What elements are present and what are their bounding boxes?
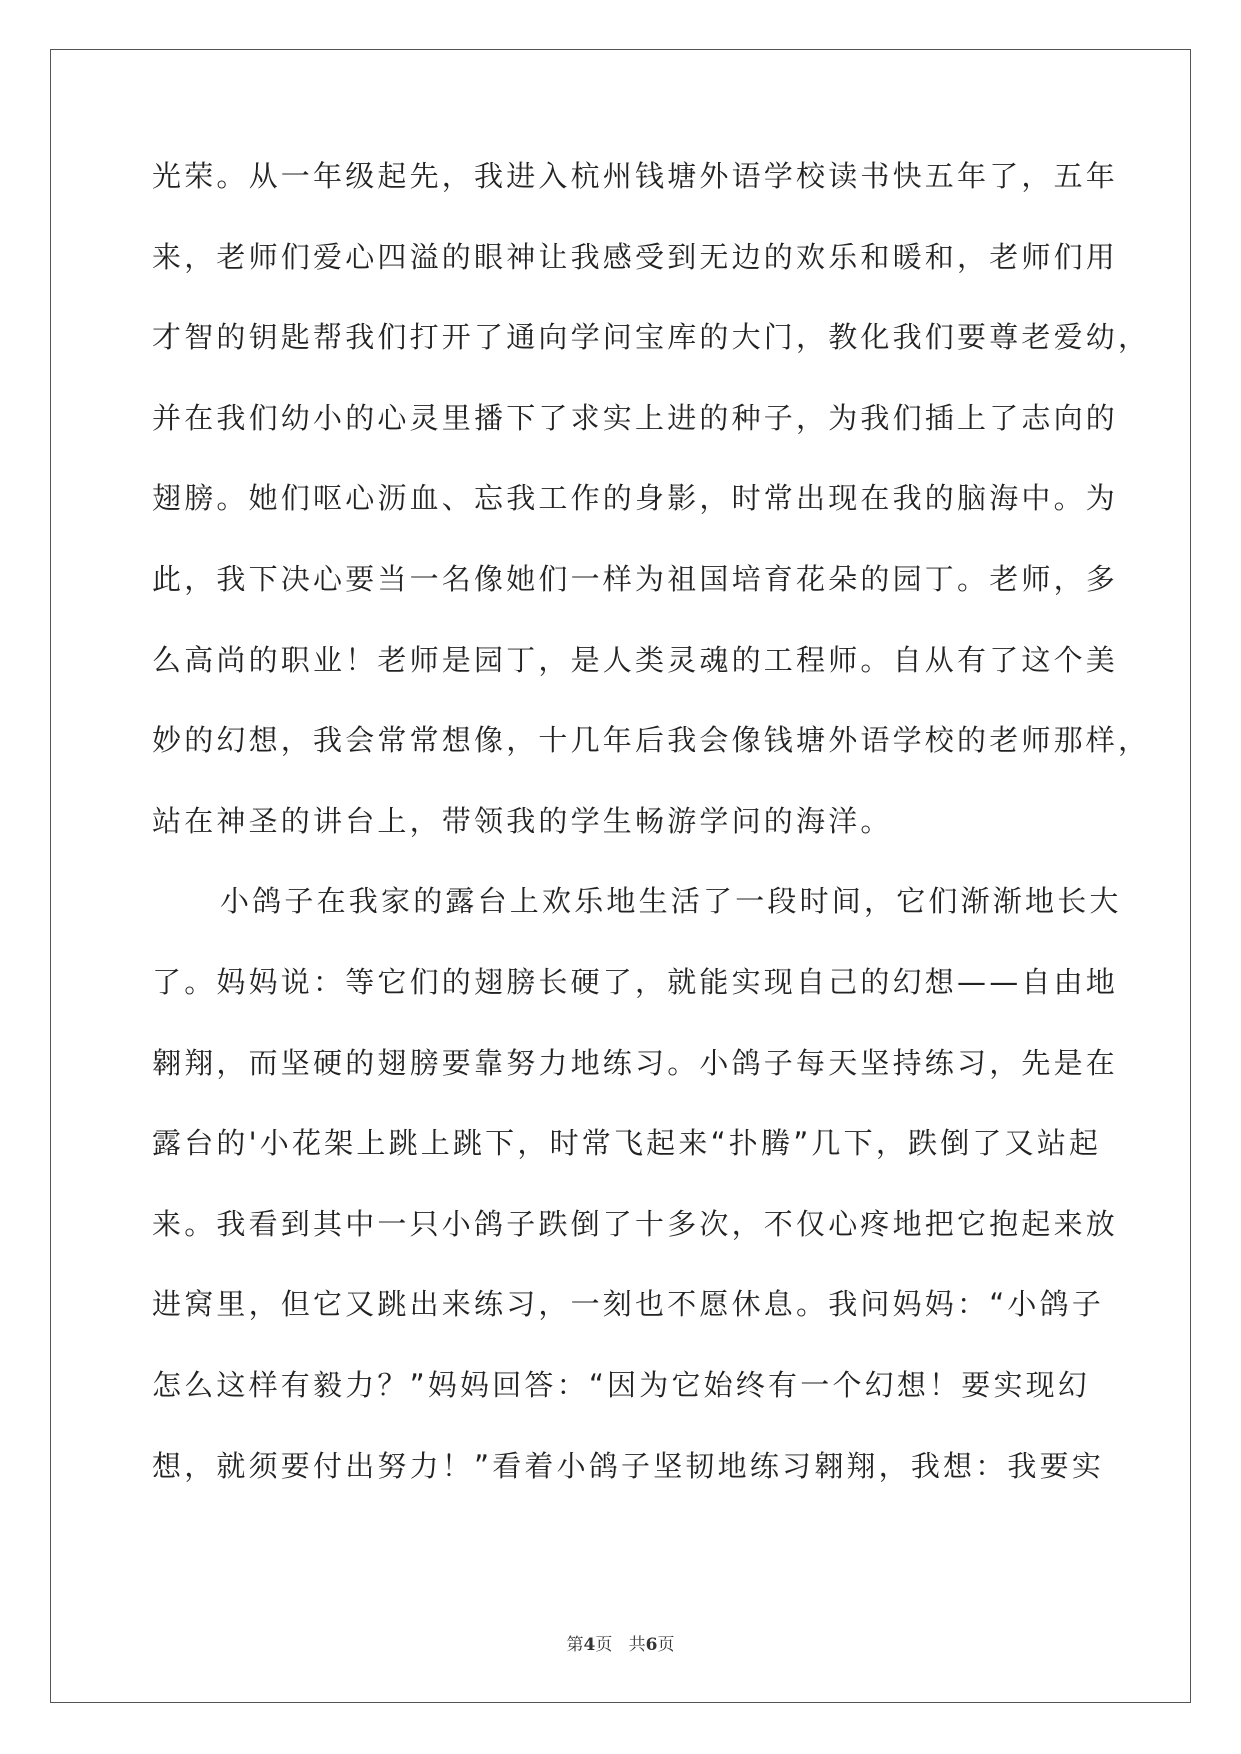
text-line: 小鸽子在我家的露台上欢乐地生活了一段时间，它们渐渐地长大 xyxy=(220,884,1122,919)
footer-total-suffix: 页 xyxy=(657,1635,675,1655)
footer-total-prefix: 共 xyxy=(628,1635,646,1655)
total-pages-number: 6 xyxy=(645,1635,658,1655)
text-line: 进窝里，但它又跳出来练习，一刻也不愿休息。我问妈妈：“小鸽子 xyxy=(152,1287,1105,1322)
page-footer xyxy=(0,1630,1241,1655)
footer-page-word: 页 xyxy=(595,1635,613,1655)
text-line: 并在我们幼小的心灵里播下了求实上进的种子，为我们插上了志向的 xyxy=(152,400,1119,435)
text-line: 才智的钥匙帮我们打开了通向学问宝库的大门，教化我们要尊老爱幼， xyxy=(152,320,1151,355)
current-page-number: 4 xyxy=(583,1635,596,1655)
text-line: 翅膀。她们呕心沥血、忘我工作的身影，时常出现在我的脑海中。为 xyxy=(152,481,1119,516)
text-line: 了。妈妈说：等它们的翅膀长硬了，就能实现自己的幻想——自由地 xyxy=(152,964,1119,999)
text-line: 此，我下决心要当一名像她们一样为祖国培育花朵的园丁。老师，多 xyxy=(152,561,1119,596)
text-line: 么高尚的职业！老师是园丁，是人类灵魂的工程师。自从有了这个美 xyxy=(152,642,1119,677)
text-line: 妙的幻想，我会常常想像，十几年后我会像钱塘外语学校的老师那样， xyxy=(152,723,1151,758)
text-line: 来。我看到其中一只小鸽子跌倒了十多次，不仅心疼地把它抱起来放 xyxy=(152,1206,1119,1241)
text-line: 怎么这样有毅力？”妈妈回答：“因为它始终有一个幻想！要实现幻 xyxy=(152,1367,1091,1402)
document-body xyxy=(152,159,1151,1530)
footer-prefix: 第 xyxy=(566,1635,584,1655)
text-line: 翱翔，而坚硬的翅膀要靠努力地练习。小鸽子每天坚持练习，先是在 xyxy=(152,1045,1119,1080)
text-line: 想，就须要付出努力！”看着小鸽子坚韧地练习翱翔，我想：我要实 xyxy=(152,1448,1105,1483)
text-line: 光荣。从一年级起先，我进入杭州钱塘外语学校读书快五年了，五年 xyxy=(152,159,1119,193)
text-line: 站在神圣的讲台上，带领我的学生畅游学问的海洋。 xyxy=(152,803,893,838)
text-line: 来，老师们爱心四溢的眼神让我感受到无边的欢乐和暖和，老师们用 xyxy=(152,239,1119,274)
text-line: 露台的'小花架上跳上跳下，时常飞起来“扑腾”几下，跌倒了又站起 xyxy=(152,1126,1102,1161)
